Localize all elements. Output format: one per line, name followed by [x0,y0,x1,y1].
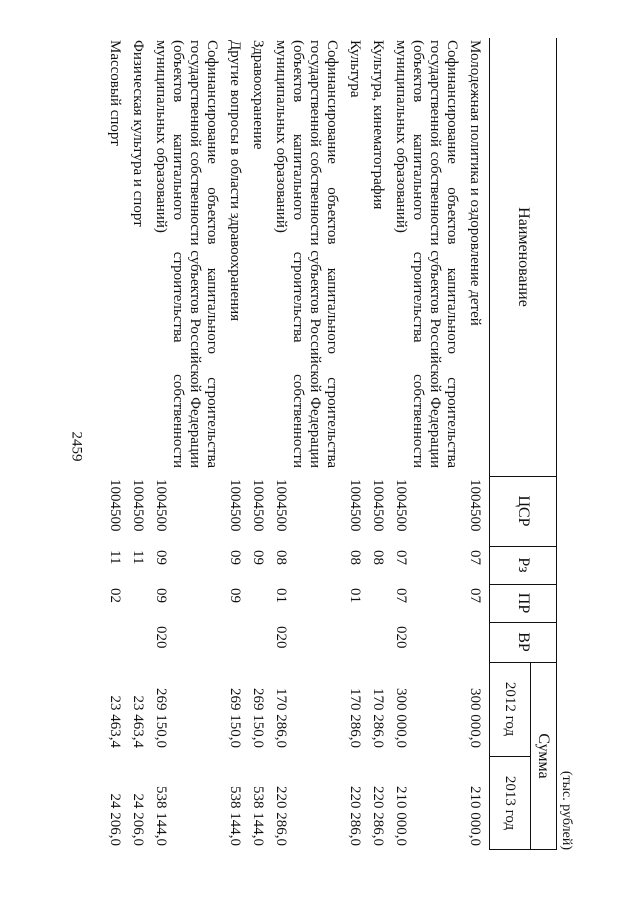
row-name: Культура, кинематография [370,40,386,210]
row-pr: 09 [153,588,169,603]
row-name: Софинансирование объектов капитального строительства государственной собственности субъектов Российской Федерации (объектов капитального строительства собственности муниципальных образований) [153,40,220,468]
header-year-2012: 2012 год [502,681,519,737]
row-csr: 1004500 [273,479,289,532]
header-rz: Рз [515,557,532,573]
row-rz: 11 [130,550,146,565]
header-year-2013: 2013 год [502,775,519,831]
row-amount-2012: 170 286,0 [273,688,289,748]
table-body [106,38,483,850]
row-name: Здравоохранение [250,40,266,150]
row-amount-2012: 269 150,0 [153,688,169,748]
row-amount-2012: 170 286,0 [347,688,363,748]
row-csr: 1004500 [107,479,123,532]
row-pr: 09 [227,588,243,603]
table-row [226,38,243,850]
table-row [369,38,386,850]
row-name: Молодежная политика и оздоровление детей [467,40,483,326]
row-rz: 08 [370,550,386,565]
row-amount-2013: 538 144,0 [250,786,266,846]
row-csr: 1004500 [347,479,363,532]
table-row [346,38,363,850]
row-name: Софинансирование объектов капитального строительства государственной собственности субъектов Российской Федерации (объектов капитального строительства собственности муниципальных образований) [273,40,340,468]
row-vr: 020 [273,626,289,649]
table-row [249,38,266,850]
row-csr: 1004500 [393,479,409,532]
table-row [152,38,220,850]
header-csr: ЦСР [515,495,532,527]
page-number: 2459 [68,431,85,462]
row-name: Массовый спорт [107,40,123,146]
row-rz: 09 [153,550,169,565]
row-amount-2012: 23 463,4 [130,695,146,748]
row-amount-2013: 24 206,0 [130,793,146,846]
table-row [392,38,460,850]
row-amount-2013: 210 000,0 [467,786,483,846]
row-pr: 07 [467,588,483,603]
row-amount-2012: 300 000,0 [467,688,483,748]
row-rz: 07 [393,550,409,565]
table-row [272,38,340,850]
row-name: Другие вопросы в области здравоохранения [227,40,243,322]
row-csr: 1004500 [370,479,386,532]
row-amount-2013: 538 144,0 [227,786,243,846]
table-header [489,38,556,850]
row-rz: 09 [250,550,266,565]
header-vr: ВР [515,632,532,652]
row-amount-2013: 220 286,0 [347,786,363,846]
row-pr: 07 [393,588,409,603]
row-pr: 01 [347,588,363,603]
row-csr: 1004500 [250,479,266,532]
row-amount-2013: 220 286,0 [370,786,386,846]
row-name: Культура [347,40,363,98]
row-csr: 1004500 [227,479,243,532]
row-csr: 1004500 [467,479,483,532]
table-row [466,38,483,850]
row-amount-2012: 23 463,4 [107,695,123,748]
header-pr: ПР [515,592,532,614]
budget-table [106,38,557,850]
row-amount-2013: 538 144,0 [153,786,169,846]
row-name: Софинансирование объектов капитального строительства государственной собственности субъектов Российской Федерации (объектов капитального строительства собственности муниципальных образований) [393,40,460,468]
row-amount-2012: 269 150,0 [227,688,243,748]
row-csr: 1004500 [153,479,169,532]
row-name: Физическая культура и спорт [130,40,146,227]
row-amount-2012: 170 286,0 [370,688,386,748]
row-amount-2012: 300 000,0 [393,688,409,748]
header-sum: Сумма [530,662,556,850]
table-row [106,38,123,850]
row-amount-2013: 210 000,0 [393,786,409,846]
budget-sheet [107,38,575,850]
table-row [129,38,146,850]
row-rz: 11 [107,550,123,565]
row-rz: 07 [467,550,483,565]
unit-note: (тыс. рублей) [559,770,574,850]
row-pr: 01 [273,588,289,603]
row-amount-2012: 269 150,0 [250,688,266,748]
row-vr: 020 [393,626,409,649]
row-vr: 020 [153,626,169,649]
row-rz: 08 [347,550,363,565]
row-amount-2013: 24 206,0 [107,793,123,846]
row-amount-2013: 220 286,0 [273,786,289,846]
row-pr: 02 [107,588,123,603]
row-rz: 09 [227,550,243,565]
header-name: Наименование [515,207,532,307]
row-rz: 08 [273,550,289,565]
row-csr: 1004500 [130,479,146,532]
